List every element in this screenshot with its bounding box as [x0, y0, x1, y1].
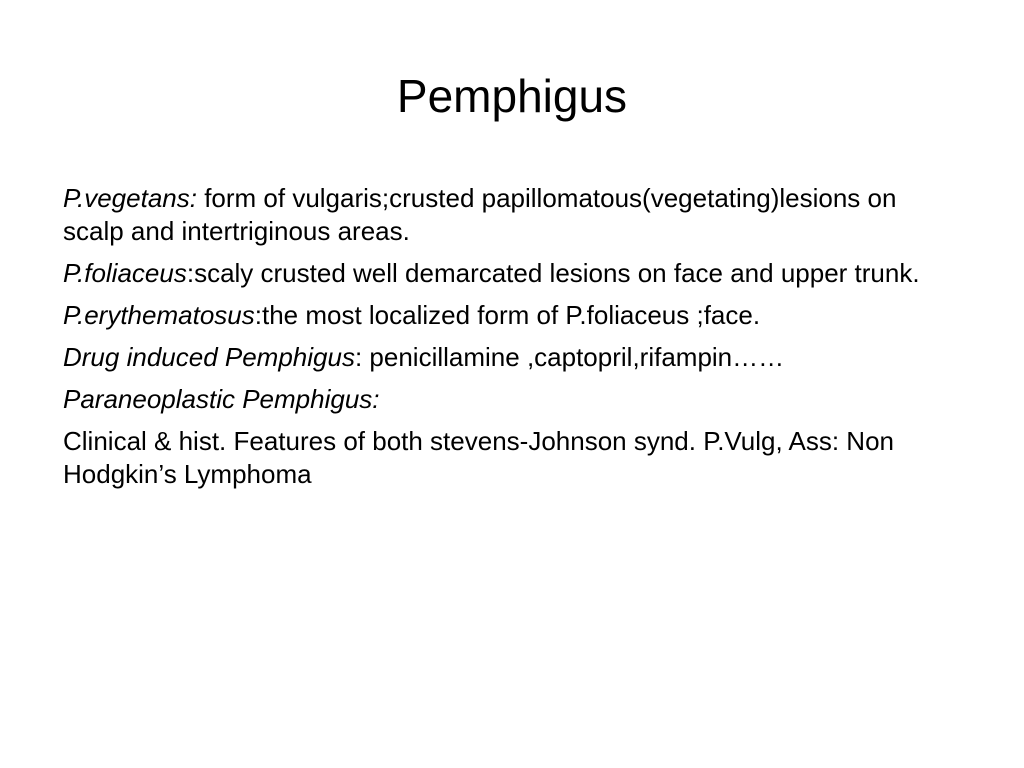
paragraph-p-foliaceus — [63, 257, 963, 290]
term-paraneoplastic: Paraneoplastic Pemphigus: — [63, 384, 380, 414]
paragraph-drug-induced — [63, 341, 963, 374]
paragraph-p-erythematosus — [63, 299, 963, 332]
desc-drug-induced: : penicillamine ,captopril,rifampin…… — [354, 342, 785, 372]
desc-p-foliaceus: :scaly crusted well demarcated lesions on face and upper trunk. — [186, 258, 920, 288]
term-p-vegetans: P.vegetans: — [63, 183, 197, 213]
paragraph-p-vegetans — [63, 182, 963, 248]
paragraph-paraneoplastic — [63, 383, 963, 416]
term-p-erythematosus: P.erythematosus — [63, 300, 255, 330]
term-p-foliaceus: P.foliaceus — [63, 258, 187, 288]
paragraph-clinical-features — [63, 425, 963, 491]
slide-title: Pemphigus — [396, 70, 628, 122]
desc-p-erythematosus: :the most localized form of P.foliaceus ;face. — [254, 300, 761, 330]
term-drug-induced: Drug induced Pemphigus — [63, 342, 355, 372]
slide-body — [63, 182, 963, 500]
desc-clinical-features: Clinical & hist. Features of both stevens-Johnson synd. P.Vulg, Ass: Non Hodgkin’s Lymphoma — [63, 426, 894, 489]
desc-p-vegetans: form of vulgaris;crusted papillomatous(vegetating)lesions on scalp and intertriginous areas. — [63, 183, 897, 246]
